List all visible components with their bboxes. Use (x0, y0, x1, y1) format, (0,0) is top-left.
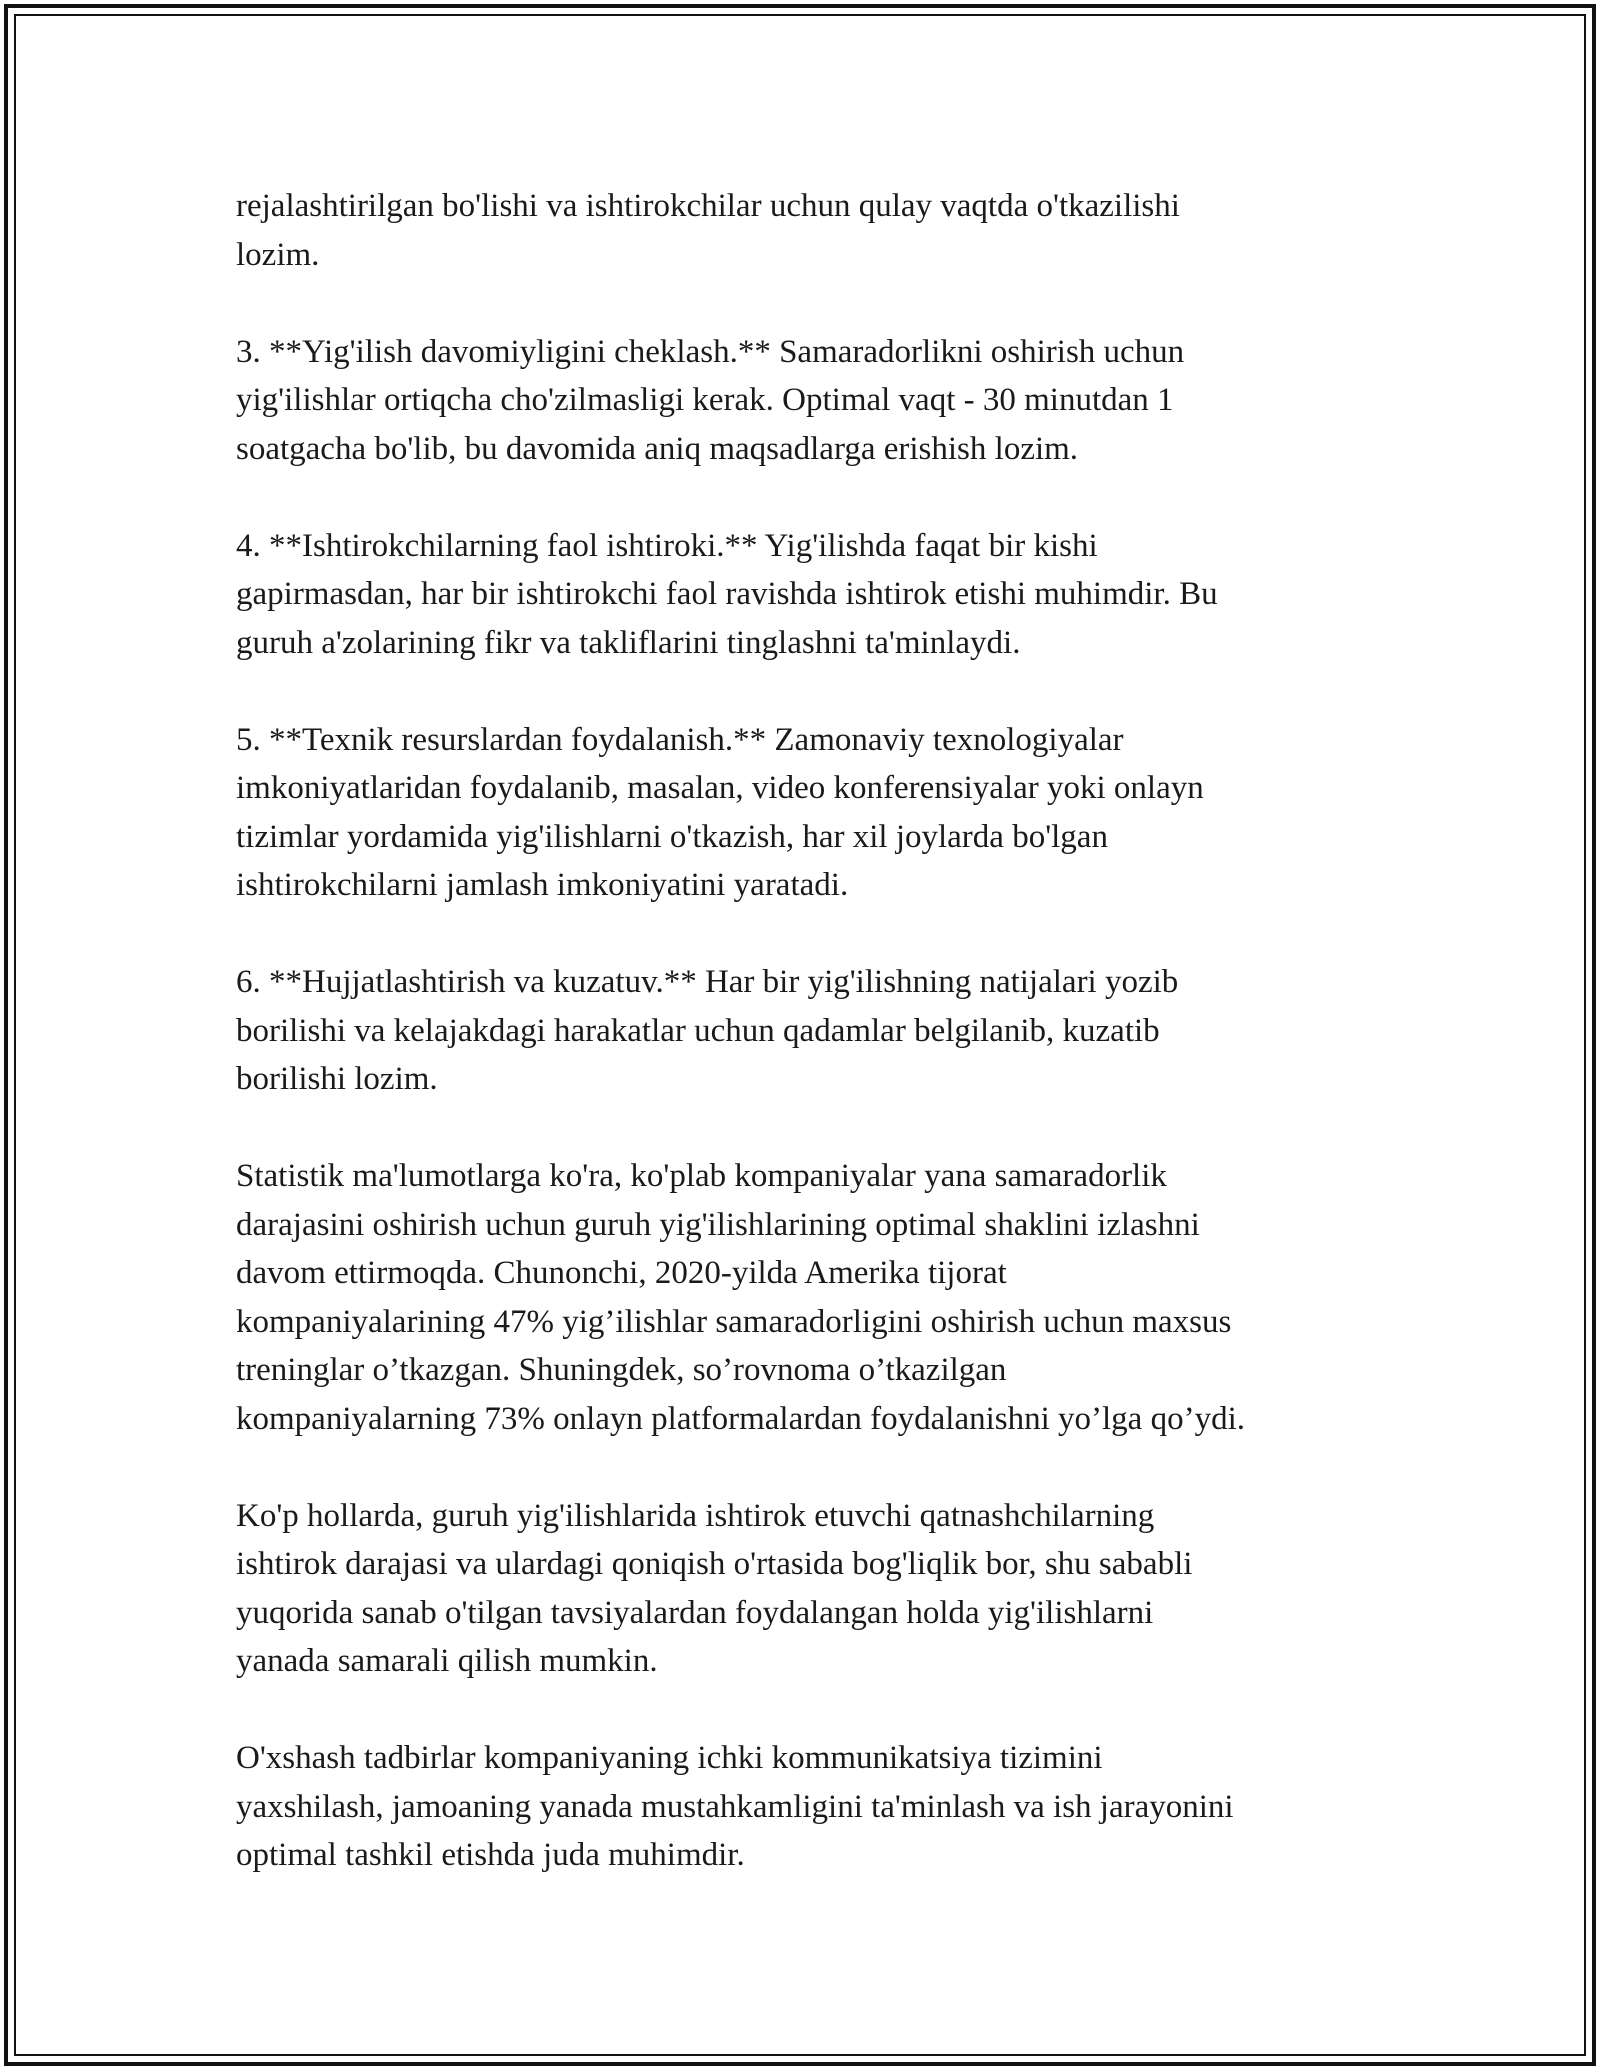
text-line: treninglar o’tkazgan. Shuningdek, so’rovnoma o’tkazilgan (236, 1352, 1007, 1388)
text-line: borilishi va kelajakdagi harakatlar uchun qadamlar belgilanib, kuzatib (236, 1012, 1160, 1049)
text-line: davom ettirmoqda. Chunonchi, 2020-yilda Amerika tijorat (236, 1255, 1007, 1291)
text-line: gapirmasdan, har bir ishtirokchi faol ravishda ishtirok etishi muhimdir. Bu (236, 576, 1218, 612)
text-line: yaxshilash, jamoaning yanada mustahkamligini ta'minlash va ish jarayonini (236, 1788, 1234, 1825)
text-line: 5. **Texnik resurslardan foydalanish.** Zamonaviy texnologiyalar (236, 721, 1124, 758)
paragraph-2 (236, 328, 1386, 474)
text-line: darajasini oshirish uchun guruh yig'ilishlarining optimal shaklini izlashni (236, 1206, 1200, 1243)
text-line: yanada samarali qilish mumkin. (236, 1643, 658, 1679)
text-line: O'xshash tadbirlar kompaniyaning ichki kommunikatsiya tizimini (236, 1740, 1103, 1776)
text-line: guruh a'zolarining fikr va takliflarini tinglashni ta'minlaydi. (236, 624, 1021, 661)
text-line: kompaniyalarning 73% onlayn platformalardan foydalanishni yo’lga qo’ydi. (236, 1400, 1245, 1437)
text-line: tizimlar yordamida yig'ilishlarni o'tkazish, har xil joylarda bo'lgan (236, 818, 1108, 855)
text-line: 6. **Hujjatlashtirish va kuzatuv.** Har bir yig'ilishning natijalari yozib (236, 964, 1179, 1000)
text-line: borilishi lozim. (236, 1061, 438, 1097)
text-line: 3. **Yig'ilish davomiyligini cheklash.** Samaradorlikni oshirish uchun (236, 333, 1185, 370)
text-line: imkoniyatlaridan foydalanib, masalan, video konferensiyalar yoki onlayn (236, 770, 1204, 806)
text-line: rejalashtirilgan bo'lishi va ishtirokchilar uchun qulay vaqtda o'tkazilishi (236, 188, 1180, 224)
text-line: soatgacha bo'lib, bu davomida aniq maqsadlarga erishish lozim. (236, 430, 1079, 467)
paragraph-5 (236, 958, 1386, 1104)
text-line: Statistik ma'lumotlarga ko'ra, ko'plab kompaniyalar yana samaradorlik (236, 1158, 1167, 1194)
document-body (236, 182, 1386, 1928)
text-line: ishtirok darajasi va ulardagi qoniqish o'rtasida bog'liqlik bor, shu sababli (236, 1546, 1193, 1582)
paragraph-4 (236, 716, 1386, 910)
paragraph-8 (236, 1734, 1386, 1880)
text-line: yig'ilishlar ortiqcha cho'zilmasligi kerak. Optimal vaqt - 30 minutdan 1 (236, 382, 1174, 418)
text-line: ishtirokchilarni jamlash imkoniyatini yaratadi. (236, 867, 849, 903)
paragraph-1 (236, 182, 1386, 279)
text-line: lozim. (236, 236, 320, 273)
text-line: 4. **Ishtirokchilarning faol ishtiroki.** Yig'ilishda faqat bir kishi (236, 527, 1098, 564)
text-line: optimal tashkil etishda juda muhimdir. (236, 1837, 745, 1873)
paragraph-6 (236, 1152, 1386, 1443)
text-line: yuqorida sanab o'tilgan tavsiyalardan foydalangan holda yig'ilishlarni (236, 1594, 1154, 1631)
text-line: Ko'p hollarda, guruh yig'ilishlarida ishtirok etuvchi qatnashchilarning (236, 1497, 1155, 1534)
paragraph-3 (236, 522, 1386, 668)
text-line: kompaniyalarining 47% yig’ilishlar samaradorligini oshirish uchun maxsus (236, 1303, 1232, 1340)
paragraph-7 (236, 1492, 1386, 1686)
